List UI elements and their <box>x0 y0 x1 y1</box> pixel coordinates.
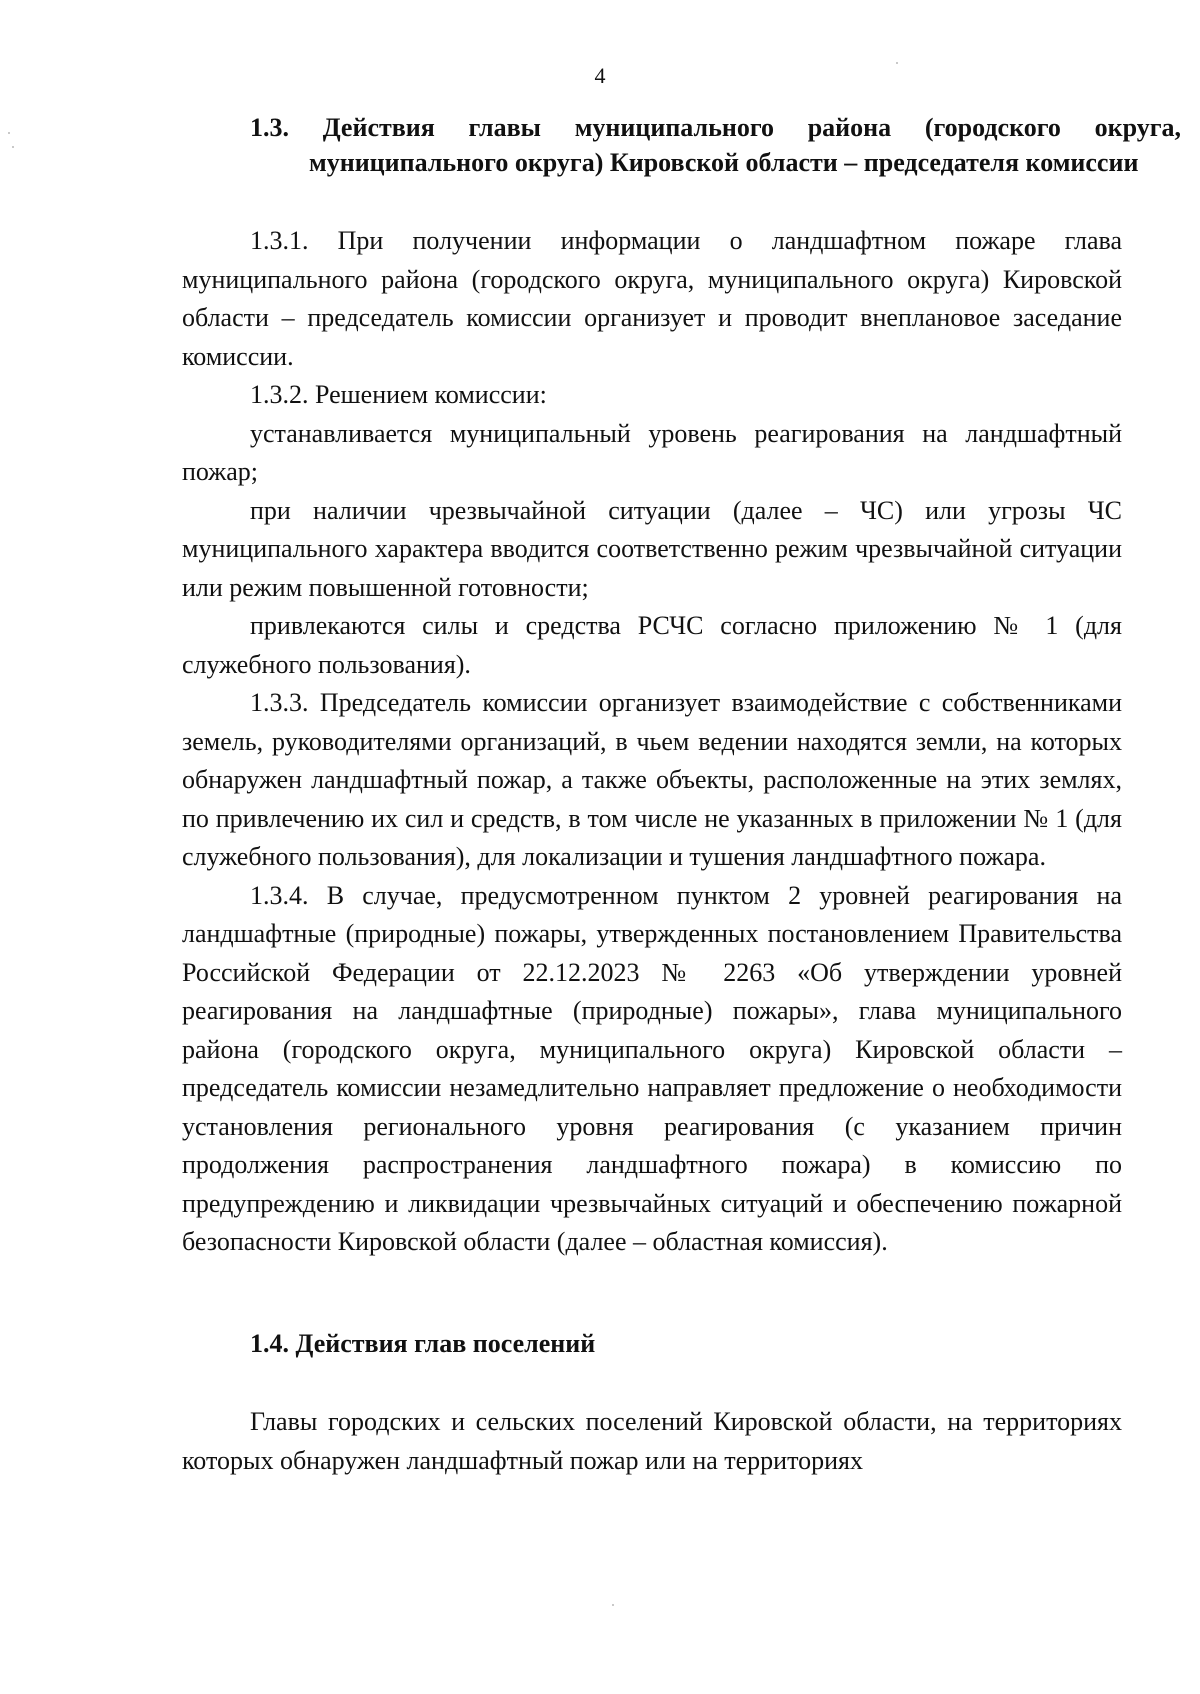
section-1-3-body <box>182 222 1122 1262</box>
paragraph-1-3-4: 1.3.4. В случае, предусмотренном пунктом 2 уровней реагирования на ландшафтные (природные) пожары, утвержденных постановлением Правительства Российской Федерации от 22.12.2023 № 2263 «Об утверждении уровней реагирования на ландшафтные (природные) пожары», глава муниципального района (городского округа, муниципального округа) Кировской области – председатель комиссии незамедлительно направляет предложение о необходимости установления регионального уровня реагирования (с указанием причин продолжения распространения ландшафтного пожара) в комиссию по предупреждению и ликвидации чрезвычайных ситуаций и обеспечению пожарной безопасности Кировской области (далее – областная комиссия). <box>182 880 1122 1256</box>
scan-speck <box>8 132 10 134</box>
paragraph-1-3-1: 1.3.1. При получении информации о ландшафтном пожаре глава муниципального района (городского округа, муниципального округа) Кировской области – председатель комиссии организует и проводит внеплановое заседание комиссии. <box>182 226 1122 371</box>
paragraph-response-level: устанавливается муниципальный уровень реагирования на ландшафтный пожар; <box>182 418 1122 486</box>
page-number: 4 <box>594 63 606 88</box>
scan-speck <box>12 146 14 148</box>
paragraph-1-3-3: 1.3.3. Председатель комиссии организует взаимодействие с собственниками земель, руководителями организаций, в чьем ведении находятся земли, на которых обнаружен ландшафтный пожар, а также объекты, расположенные на этих землях, по привлечению их сил и средств, в том числе не указанных в приложении № 1 (для служебного пользования), для локализации и тушения ландшафтного пожара. <box>182 688 1122 871</box>
paragraph-emergency-regime: при наличии чрезвычайной ситуации (далее – ЧС) или угрозы ЧС муниципального характера вводится соответственно режим чрезвычайной ситуации или режим повышенной готовности; <box>182 495 1122 602</box>
scan-speck <box>896 62 898 64</box>
section-1-3-heading: 1.3. Действия главы муниципального района (городского округа, муниципального округа) Кировской области – председателя комиссии <box>250 113 1181 177</box>
paragraph-rschs-forces: привлекаются силы и средства РСЧС согласно приложению № 1 (для служебного пользования). <box>182 611 1122 679</box>
paragraph-settlement-heads: Главы городских и сельских поселений Кировской области, на территориях которых обнаружен ландшафтный пожар или на территориях <box>182 1407 1122 1475</box>
paragraph-1-3-2: 1.3.2. Решением комиссии: <box>250 380 547 409</box>
section-1-4-body <box>182 1403 1122 1480</box>
section-1-4-heading: 1.4. Действия глав поселений <box>250 1329 596 1358</box>
scan-speck <box>612 1604 614 1606</box>
